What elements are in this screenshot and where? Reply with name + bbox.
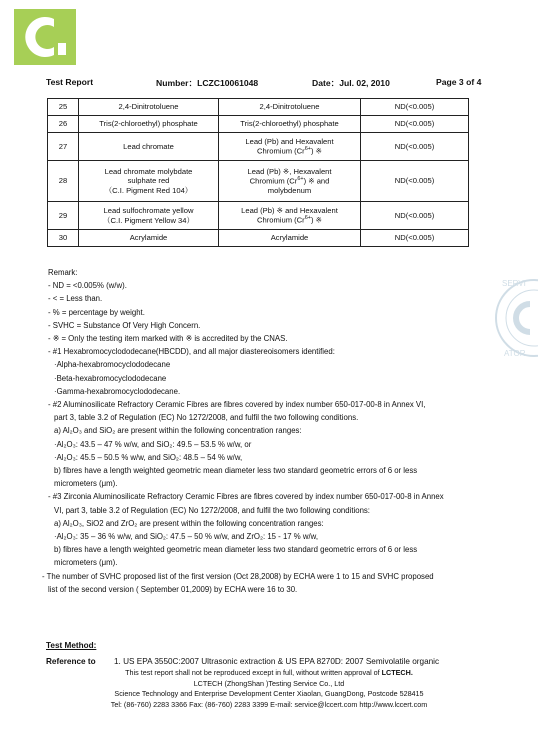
remark-line: micrometers (μm). xyxy=(54,479,118,489)
row-number: 25 xyxy=(48,99,79,116)
remark-line: ·Beta-hexabromocyclododecane xyxy=(54,373,167,383)
remark-line: - SVHC = Substance Of Very High Concern. xyxy=(48,320,201,330)
analyte-cell: Tris(2-chloroethyl) phosphate xyxy=(219,116,361,133)
report-date: Date：Jul. 02, 2010 xyxy=(312,78,390,88)
analyte-cell xyxy=(219,202,361,230)
company-logo xyxy=(14,9,76,65)
footer-company: LCTECH (ZhongShan )Testing Service Co., Ltd xyxy=(193,678,345,688)
row-number: 26 xyxy=(48,116,79,133)
table-row xyxy=(48,230,469,247)
reference-line xyxy=(46,657,440,666)
page-indicator: Page 3 of 4 xyxy=(436,77,482,87)
substance-line: Lead chromate molybdate xyxy=(104,166,193,176)
substance-cell: Tris(2-chloroethyl) phosphate xyxy=(79,116,219,133)
test-method xyxy=(46,641,516,650)
table-row xyxy=(48,99,469,116)
footer-contact: Tel: (86-760) 2283 3366 Fax: (86-760) 2283 3399 E-mail: service@lccert.com http://www.lccert.com xyxy=(110,699,428,709)
result-cell: ND(<0.005) xyxy=(361,133,469,161)
remark-line: VI, part 3, table 3.2 of Regulation (EC) No 1272/2008, and fulfil the two following conditions: xyxy=(54,505,370,515)
remark-line: - ※ = Only the testing item marked with ※ is accredited by the CNAS. xyxy=(48,334,288,344)
reference-label: Reference to xyxy=(46,657,96,666)
table-row xyxy=(48,161,469,202)
superscript: 6+ xyxy=(304,215,311,222)
report-header xyxy=(0,77,538,93)
table-row xyxy=(48,202,469,230)
remark-line: ·Al₂O₃: 45.5 – 50.5 % w/w, and SiO₂: 48.5 – 54 % w/w, xyxy=(54,452,243,462)
analyte-cell: Acrylamide xyxy=(219,230,361,247)
result-cell: ND(<0.005) xyxy=(361,202,469,230)
substance-cell: Lead chromate xyxy=(79,133,219,161)
substance-cell xyxy=(79,161,219,202)
remark-line: - % = percentage by weight. xyxy=(48,307,145,317)
footer-disclaimer xyxy=(0,668,538,679)
svg-text:SERVI: SERVI xyxy=(502,279,526,288)
analyte-line: Lead (Pb) and Hexavalent xyxy=(245,136,334,146)
analyte-line: Chromium (Cr xyxy=(257,215,305,225)
footer-company-bold: LCTECH. xyxy=(381,668,413,677)
superscript: 6+ xyxy=(304,146,311,153)
substance-cell: 2,4-Dinitrotoluene xyxy=(79,99,219,116)
analyte-cell xyxy=(219,161,361,202)
result-cell: ND(<0.005) xyxy=(361,99,469,116)
analyte-line: ) ※ and xyxy=(303,176,330,186)
remark-line: a) Al₂O₃, SiO2 and ZrO₂ are present within the following concentration ranges: xyxy=(54,518,324,528)
row-number: 30 xyxy=(48,230,79,247)
remark-line: ·Gamma-hexabromocyclododecane. xyxy=(54,386,181,396)
footer-disclaimer-text: This test report shall not be reproduced except in full, without written approval of xyxy=(125,668,382,677)
results-table xyxy=(47,98,469,247)
report-number: Number：LCZC10061048 xyxy=(156,78,259,88)
row-number: 27 xyxy=(48,133,79,161)
remark-line: ·Al₂O₃: 35 – 36 % w/w, and SiO₂: 47.5 – 50 % w/w, and ZrO₂: 15 - 17 % w/w, xyxy=(54,532,319,542)
svg-text:ATOR: ATOR xyxy=(504,349,526,358)
remark-line: - #3 Zirconia Aluminosilicate Refractory Ceramic Fibres are fibres covered by index number 650-017-00-8 in Annex xyxy=(48,492,444,502)
row-number: 29 xyxy=(48,202,79,230)
remark-line: - #2 Aluminosilicate Refractory Ceramic Fibres are fibres covered by index number 650-017-00-8 in Annex VI, xyxy=(48,400,426,410)
remark-line: ·Alpha-hexabromocyclododecane xyxy=(54,360,171,370)
table-row xyxy=(48,133,469,161)
analyte-cell: 2,4-Dinitrotoluene xyxy=(219,99,361,116)
analyte-line: ) ※ xyxy=(310,146,322,156)
footer-address: Science Technology and Enterprise Development Center Xiaolan, GuangDong, Postcode 528415 xyxy=(114,689,424,698)
analyte-line: Chromium (Cr xyxy=(249,176,298,186)
substance-line: sulphate red xyxy=(127,176,170,186)
result-cell: ND(<0.005) xyxy=(361,230,469,247)
substance-line: Lead sulfochromate yellow xyxy=(103,206,194,216)
analyte-cell xyxy=(219,133,361,161)
substance-cell xyxy=(79,202,219,230)
remark-line: list of the second version ( September 01,2009) by ECHA were 16 to 30. xyxy=(48,584,298,594)
report-title: Test Report xyxy=(46,77,94,87)
remark-heading: Remark: xyxy=(48,268,78,277)
superscript: 6+ xyxy=(297,175,304,182)
remark-line: b) fibres have a length weighted geometric mean diameter less two standard geometric errors of 6 or less xyxy=(54,466,418,476)
result-cell: ND(<0.005) xyxy=(361,116,469,133)
analyte-line: ) ※ xyxy=(310,215,322,225)
page-footer xyxy=(0,668,538,710)
reference-text: 1. US EPA 3550C:2007 Ultrasonic extraction & US EPA 8270D: 2007 Semivolatile organic xyxy=(114,657,440,666)
remark-line: b) fibres have a length weighted geometric mean diameter less two standard geometric errors of 6 or less xyxy=(54,545,418,555)
remark-line: micrometers (μm). xyxy=(54,558,118,568)
substance-line: （C.I. Pigment Yellow 34） xyxy=(102,215,195,225)
remarks-section xyxy=(42,266,518,596)
test-method-label: Test Method: xyxy=(46,641,97,650)
remark-line: a) Al₂O₃ and SiO₂ are present within the following concentration ranges: xyxy=(54,426,302,436)
remark-line: - < = Less than. xyxy=(48,294,103,304)
analyte-line: Lead (Pb) ※, Hexavalent xyxy=(247,166,332,176)
remark-line: part 3, table 3.2 of Regulation (EC) No 1272/2008, and fulfil the two following conditions. xyxy=(54,413,359,423)
remark-line: - ND = <0.005% (w/w). xyxy=(48,281,127,291)
remark-line: - #1 Hexabromocyclododecane(HBCDD), and all major diastereoisomers identified: xyxy=(48,347,335,357)
table-row xyxy=(48,116,469,133)
substance-cell: Acrylamide xyxy=(79,230,219,247)
analyte-line: molybdenum xyxy=(267,186,312,195)
analyte-line: Chromium (Cr xyxy=(257,146,305,156)
result-cell: ND(<0.005) xyxy=(361,161,469,202)
analyte-line: Lead (Pb) ※ and Hexavalent xyxy=(241,205,338,215)
substance-line: （C.I. Pigment Red 104） xyxy=(104,185,193,195)
remark-line: ·Al₂O₃: 43.5 – 47 % w/w, and SiO₂: 49.5 – 53.5 % w/w, or xyxy=(54,439,252,449)
row-number: 28 xyxy=(48,161,79,202)
seal-stamp xyxy=(490,270,538,366)
remark-line: - The number of SVHC proposed list of the first version (Oct 28,2008) by ECHA were 1 to 15 and SVHC proposed xyxy=(42,571,434,581)
